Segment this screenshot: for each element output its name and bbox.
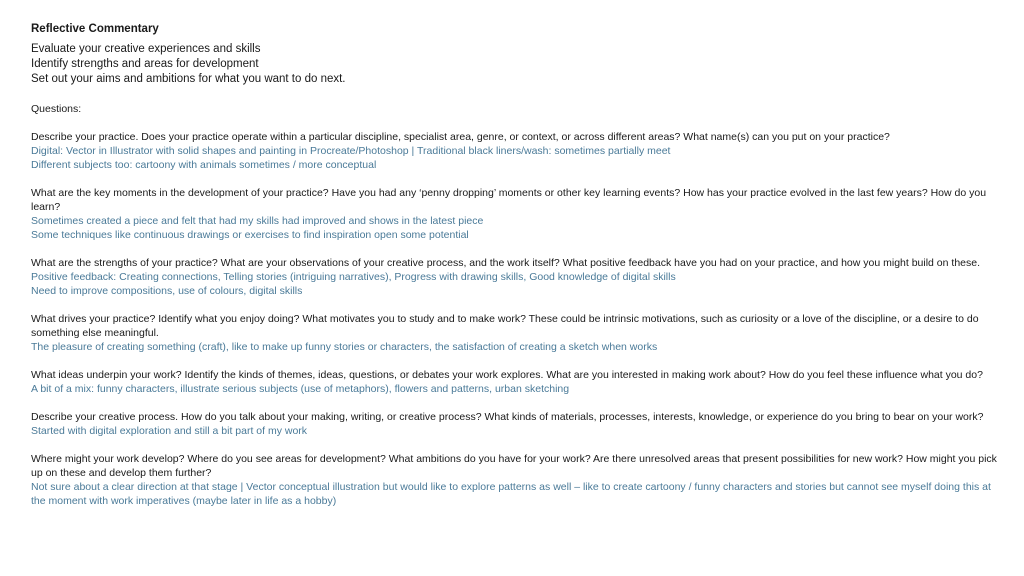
question-text: Where might your work develop? Where do you see areas for development? What ambitions do you have for your work? Are there unresolved areas that present possibilities for new work? How might you pick up on these and develop them further? — [31, 453, 997, 479]
questions-label: Questions: — [31, 103, 82, 115]
intro-line: Set out your aims and ambitions for what you want to do next. — [31, 73, 346, 85]
question-text: What ideas underpin your work? Identify the kinds of themes, ideas, questions, or debates your work explores. What are you interested in making work about? How do you feel these influence what you do? — [31, 369, 983, 381]
answer-text: Sometimes created a piece and felt that had my skills had improved and shows in the latest piece — [31, 215, 484, 227]
intro-list — [31, 42, 997, 87]
question-text: Describe your practice. Does your practice operate within a particular discipline, specialist area, genre, or context, or across different areas? What name(s) can you put on your practice? — [31, 131, 890, 143]
question-block — [31, 410, 997, 438]
answer-text: A bit of a mix: funny characters, illustrate serious subjects (use of metaphors), flowers and patterns, urban sketching — [31, 383, 570, 395]
answer-text: Started with digital exploration and still a bit part of my work — [31, 425, 308, 437]
answer-text: Positive feedback: Creating connections, Telling stories (intriguing narratives), Progress with drawing skills, Good knowledge of digital skills — [31, 271, 676, 283]
answer-text: Some techniques like continuous drawings or exercises to find inspiration open some potential — [31, 229, 469, 241]
question-block — [31, 130, 997, 172]
question-text: What drives your practice? Identify what you enjoy doing? What motivates you to study and to make work? These could be intrinsic motivations, such as curiosity or a love of the discipline, or a desire to do something else meaningful. — [31, 313, 979, 339]
question-block — [31, 186, 997, 242]
spacer — [31, 87, 997, 102]
question-block — [31, 368, 997, 396]
question-block — [31, 452, 997, 508]
question-block — [31, 256, 997, 298]
answer-text: Need to improve compositions, use of colours, digital skills — [31, 285, 303, 297]
document-title: Reflective Commentary — [31, 23, 159, 35]
answer-text: Different subjects too: cartoony with animals sometimes / more conceptual — [31, 159, 377, 171]
answer-text: Digital: Vector in Illustrator with solid shapes and painting in Procreate/Photoshop | Traditional black liners/wash: sometimes partially meet — [31, 145, 671, 157]
answer-text: Not sure about a clear direction at that stage | Vector conceptual illustration but would like to explore patterns as well – like to create cartoony / funny characters and stories but cannot see myself doing this at the moment with work imperatives (maybe later in life as a hobby) — [31, 481, 991, 507]
question-text: What are the key moments in the development of your practice? Have you had any ‘penny dropping’ moments or other key learning events? How has your practice evolved in the last few years? How do you learn? — [31, 187, 987, 213]
question-text: Describe your creative process. How do you talk about your making, writing, or creative process? What kinds of materials, processes, interests, knowledge, or experience do you bring to bear on your work? — [31, 411, 984, 423]
answer-text: The pleasure of creating something (craft), like to make up funny stories or characters, the satisfaction of creating a sketch when works — [31, 341, 658, 353]
intro-line: Identify strengths and areas for development — [31, 58, 259, 70]
intro-line: Evaluate your creative experiences and skills — [31, 43, 261, 55]
question-block — [31, 312, 997, 354]
question-text: What are the strengths of your practice? What are your observations of your creative process, and the work itself? What positive feedback have you had on your practice, and how you might build on these. — [31, 257, 981, 269]
document-page — [31, 22, 997, 508]
